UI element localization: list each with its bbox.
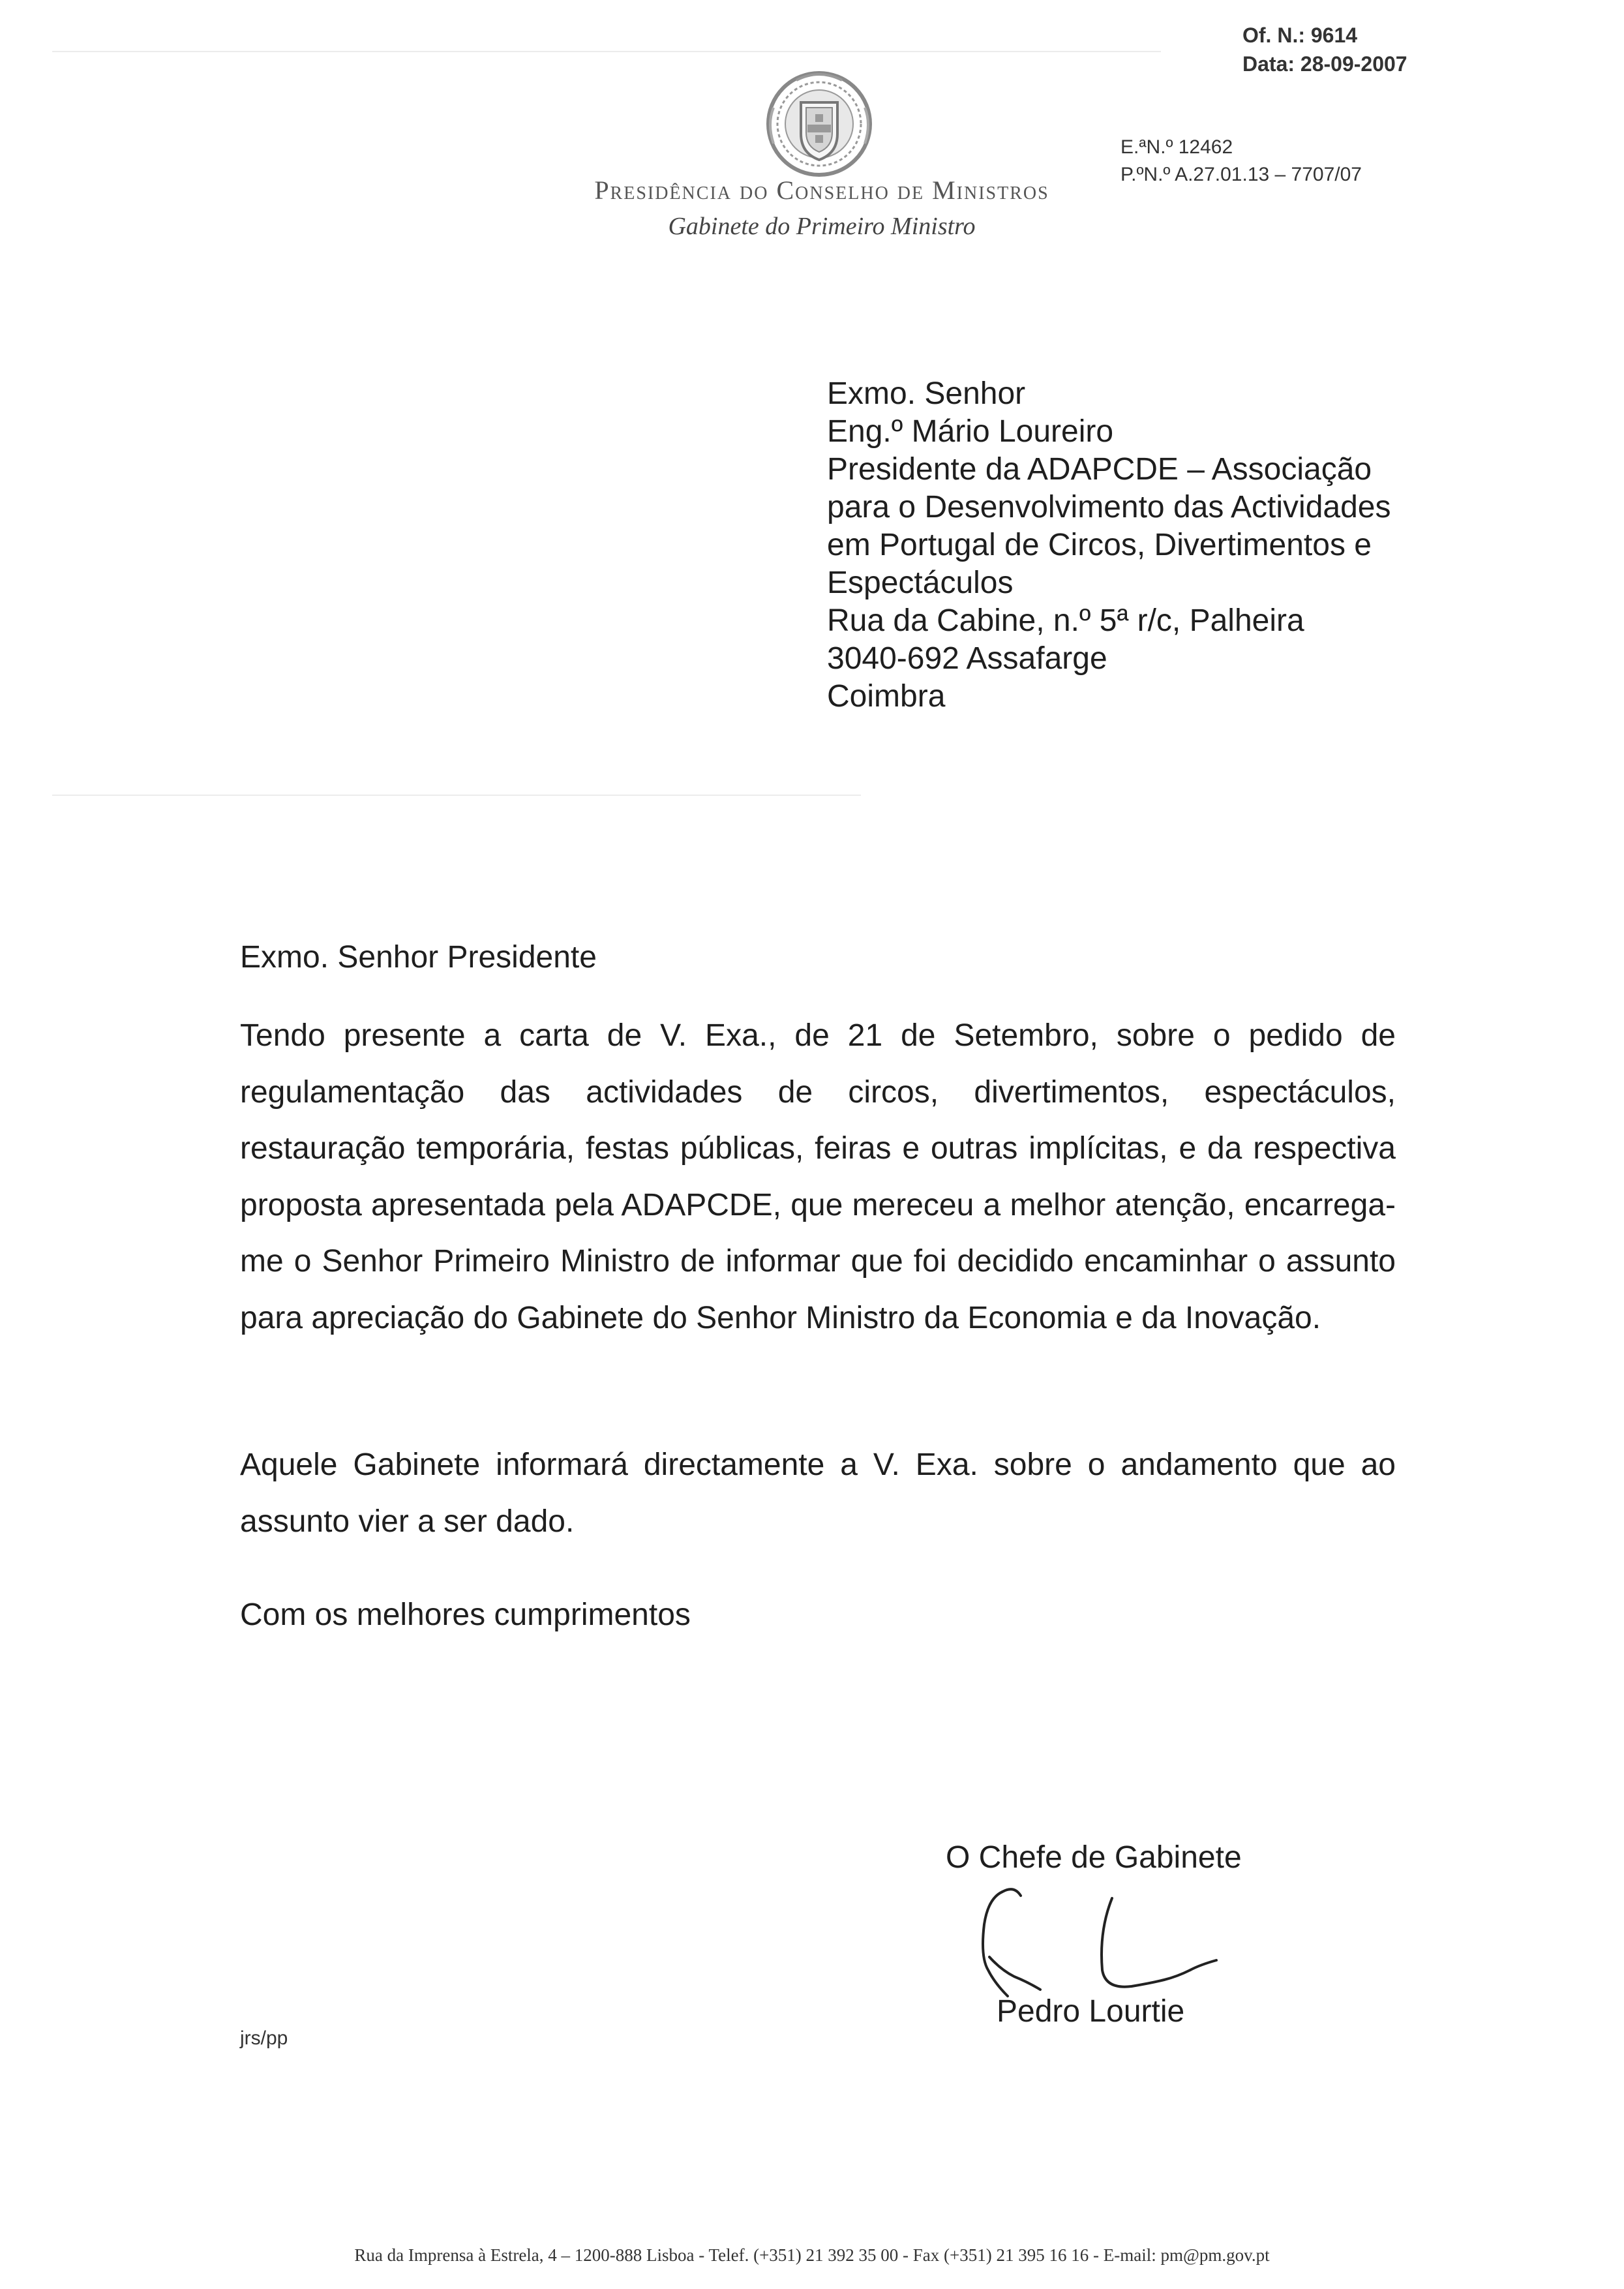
body-paragraph-1: Tendo presente a carta de V. Exa., de 21 de Setembro, sobre o pedido de regulamentação das actividades de circos, divertimentos, espectáculos, restauração temporária, festas públicas, feiras e outras implícitas, e da respectiva proposta apresentada pela ADAPCDE, que mereceu a melhor atenção, encarrega-me o Senhor Primeiro Ministro de informar que foi decidido encaminhar o assunto para apreciação do Gabinete do Senhor Ministro da Economia e da Inovação. (240, 1018, 1396, 1335)
addressee-line: Coimbra (827, 679, 946, 714)
typist-initials: jrs/pp (240, 2027, 288, 2049)
scan-line-middle (52, 795, 861, 796)
addressee-line: para o Desenvolvimento das Actividades (827, 490, 1391, 524)
addressee-line: Eng.º Mário Loureiro (827, 414, 1114, 449)
office-subtitle: Gabinete do Primeiro Ministro (668, 213, 976, 240)
reception-stamp (1242, 21, 1407, 78)
process-number: P.ºN.º A.27.01.13 – 7707/07 (1120, 164, 1362, 185)
addressee-line: Espectáculos (827, 566, 1014, 600)
reference-numbers (1120, 134, 1362, 189)
entry-number: E.ªN.º 12462 (1120, 136, 1233, 158)
addressee-line: Exmo. Senhor (827, 376, 1026, 411)
portuguese-coat-of-arms-icon (760, 62, 878, 183)
addressee-line: Presidente da ADAPCDE – Associação (827, 452, 1372, 487)
office-number: Of. N.: 9614 (1242, 23, 1358, 47)
closing: Com os melhores cumprimentos (240, 1598, 691, 1632)
office-title: Presidência do Conselho de Ministros (594, 175, 1049, 205)
addressee-line: Rua da Cabine, n.º 5ª r/c, Palheira (827, 603, 1304, 638)
addressee-line: em Portugal de Circos, Divertimentos e (827, 528, 1372, 562)
addressee-line: 3040-692 Assafarge (827, 641, 1107, 676)
addressee-block (827, 375, 1391, 716)
signatory-name: Pedro Lourtie (997, 1994, 1185, 2029)
stamp-date: Data: 28-09-2007 (1242, 52, 1407, 76)
salutation: Exmo. Senhor Presidente (240, 940, 597, 975)
scan-line-top (52, 51, 1161, 52)
footer-contact: Rua da Imprensa à Estrela, 4 – 1200-888 Lisboa - Telef. (+351) 21 392 35 00 - Fax (+351) 21 395 16 16 - E-mail: pm@pm.gov.pt (354, 2245, 1270, 2265)
signatory-role: O Chefe de Gabinete (946, 1840, 1242, 1875)
body-paragraph-2: Aquele Gabinete informará directamente a V. Exa. sobre o andamento que ao assunto vier a ser dado. (240, 1448, 1396, 1539)
